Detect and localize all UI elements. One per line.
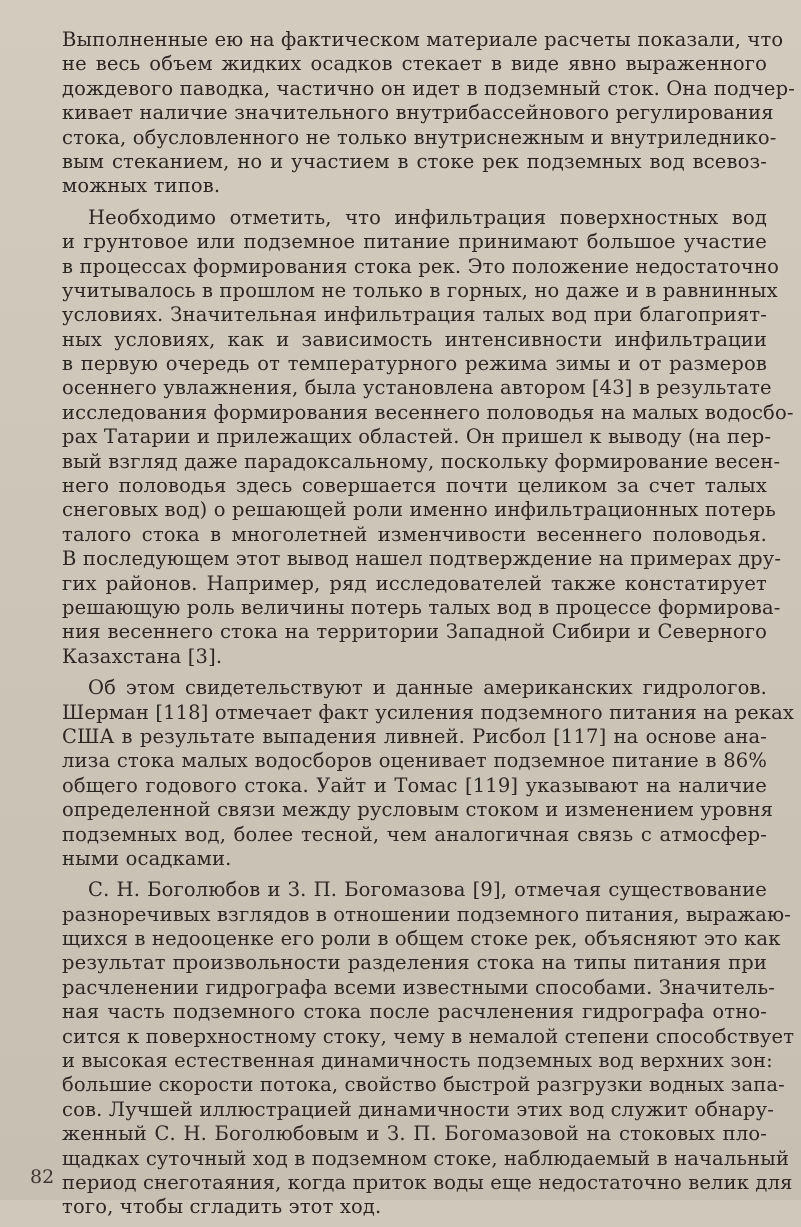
text-line: разноречивых взглядов в отношении подземного питания, выражаю- [62, 902, 791, 926]
text-line: Необходимо отметить, что инфильтрация поверхностных вод [88, 205, 767, 229]
text-line: сов. Лучшей иллюстрацией динамичности этих вод служит обнару- [62, 1097, 775, 1121]
text-line: снеговых вод) о решающей роли именно инфильтрационных потерь [62, 498, 776, 522]
text-line: рах Татарии и прилежащих областей. Он пришел к выводу (на пер- [62, 425, 772, 449]
text-line: в процессах формирования стока рек. Это положение недостаточно [62, 254, 779, 278]
text-line: не весь объем жидких осадков стекает в виде явно выраженного [62, 52, 767, 76]
text-line: женный С. Н. Боголюбовым и З. П. Богомазовой на стоковых пло- [62, 1122, 767, 1146]
text-line: него половодья здесь совершается почти целиком за счет талых [62, 474, 767, 498]
text-line: период снеготаяния, когда приток воды еще недостаточно велик для [62, 1170, 793, 1194]
text-line: кивает наличие значительного внутрибассейнового регулирования [62, 101, 774, 125]
text-line: Выполненные ею на фактическом материале расчеты показали, что [62, 28, 784, 51]
text-line: США в результате выпадения ливней. Рисбол [117] на основе ана- [62, 724, 767, 748]
text-line: В последующем этот вывод нашел подтверждение на примерах дру- [62, 547, 782, 571]
text-line: лиза стока малых водосборов оценивает подземное питание в 86% [62, 749, 767, 773]
text-column [62, 28, 795, 1227]
text-line: щадках суточный ход в подземном стоке, наблюдаемый в начальный [62, 1146, 790, 1170]
text-line: ная часть подземного стока после расчленения гидрографа отно- [62, 1000, 767, 1024]
text-line: талого стока в многолетней изменчивости весеннего половодья. [62, 522, 767, 546]
text-line: большие скорости потока, свойство быстрой разгрузки водных запа- [62, 1073, 785, 1097]
text-line: учитывалось в прошлом не только в горных, но даже и в равнинных [62, 278, 778, 302]
text-line: результат произвольности разделения стока на типы питания при [62, 951, 767, 975]
paragraph [62, 205, 794, 669]
text-line: гих районов. Например, ряд исследователей также констатирует [62, 571, 767, 595]
text-line: вым стеканием, но и участием в стоке рек подземных вод всевоз- [62, 149, 767, 173]
text-line: сится к поверхностному стоку, чему в немалой степени способствует [62, 1024, 795, 1048]
text-line: дождевого паводка, частично он идет в подземный сток. Она подчер- [62, 76, 795, 100]
text-line: ными осадками. [62, 846, 232, 870]
text-line: ных условиях, как и зависимость интенсивности инфильтрации [62, 327, 767, 351]
text-line: можных типов. [62, 174, 221, 198]
text-line: подземных вод, более тесной, чем аналогичная связь с атмосфер- [62, 822, 767, 846]
text-line: того, чтобы сгладить этот ход. [62, 1195, 382, 1219]
text-line: С. Н. Боголюбов и З. П. Богомазова [9], отмечая существование [88, 878, 767, 902]
text-line: стока, обусловленного не только внутриснежным и внутриледнико- [62, 125, 777, 149]
text-line: Об этом свидетельствуют и данные американских гидрологов. [88, 676, 767, 700]
paragraph [62, 878, 795, 1219]
text-line: Шерман [118] отмечает факт усиления подземного питания на реках [62, 700, 795, 724]
text-line: в первую очередь от температурного режима зимы и от размеров [62, 352, 767, 376]
text-line: расчленении гидрографа всеми известными способами. Значитель- [62, 975, 775, 999]
text-line: условиях. Значительная инфильтрация талых вод при благоприят- [62, 303, 767, 327]
text-line: исследования формирования весеннего половодья на малых водосбо- [62, 400, 794, 424]
text-line: осеннего увлажнения, была установлена автором [43] в результате [62, 376, 772, 400]
text-line: общего годового стока. Уайт и Томас [119] указывают на наличие [62, 773, 767, 797]
text-line: щихся в недооценке его роли в общем стоке рек, объясняют это как [62, 927, 781, 951]
text-line: и грунтовое или подземное питание принимают большое участие [62, 230, 767, 254]
text-line: решающую роль величины потерь талых вод в процессе формирова- [62, 595, 781, 619]
paragraph [62, 28, 795, 199]
page-number: 82 [30, 1166, 55, 1188]
text-line: вый взгляд даже парадоксальному, поскольку формирование весен- [62, 449, 781, 473]
text-line: ния весеннего стока на территории Западной Сибири и Северного [62, 620, 767, 644]
text-line: Казахстана [3]. [62, 644, 223, 668]
text-line: и высокая естественная динамичность подземных вод верхних зон: [62, 1049, 773, 1073]
paragraph [62, 676, 795, 871]
text-line: определенной связи между русловым стоком и изменением уровня [62, 798, 774, 822]
